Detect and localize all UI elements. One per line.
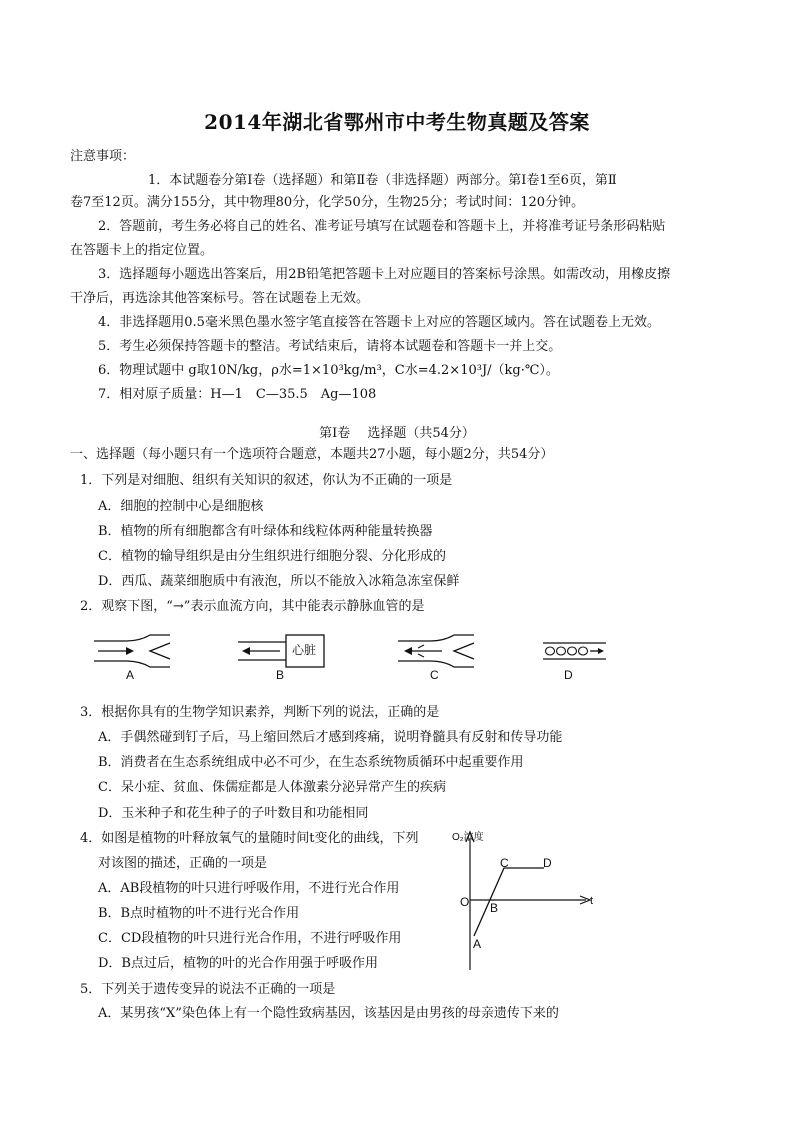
q3-stem: 3．根据你具有的生物学知识素养，判断下列的说法，正确的是 (80, 705, 440, 720)
vessel-figure-d (542, 640, 608, 662)
note-4: 4．非选择题用0.5毫米黑色墨水签字笔直接答在答题卡上对应的答题区域内。答在试题卷上无效。 (98, 315, 660, 330)
graph-y-label: O₂浓度 (452, 832, 484, 843)
q4-option-b: B．B点时植物的叶不进行光合作用 (98, 906, 300, 921)
section-title: 第Ⅰ卷 选择题（共54分） (319, 426, 475, 441)
note-5: 5．考生必须保持答题卡的整洁。考试结束后，请将本试题卷和答题卡一并上交。 (98, 339, 562, 354)
graph-x-label: t (590, 895, 594, 907)
vessel-figure-a (92, 633, 172, 669)
q4-stem-2: 对该图的描述，正确的一项是 (98, 856, 268, 871)
note-3b: 干净后，再选涂其他答案标号。答在试题卷上无效。 (70, 291, 370, 306)
note-1b: 卷7至12页。满分155分，其中物理80分，化学50分，生物25分；考试时间：120分钟。 (70, 195, 585, 210)
vessel-label-b: B (276, 668, 285, 682)
q1-stem: 1．下列是对细胞、组织有关知识的叙述，你认为不正确的一项是 (80, 473, 453, 488)
graph-point-d: D (543, 856, 552, 870)
note-2b: 在答题卡上的指定位置。 (70, 243, 214, 258)
graph-point-c: C (500, 856, 509, 870)
graph-origin-label: O (460, 895, 470, 909)
note-1a: 1．本试题卷分第Ⅰ卷（选择题）和第Ⅱ卷（非选择题）两部分。第Ⅰ卷1至6页，第Ⅱ (148, 173, 617, 188)
note-2a: 2．答题前，考生务必将自己的姓名、准考证号填写在试题卷和答题卡上，并将准考证号条形码粘贴 (98, 219, 666, 234)
note-3a: 3．选择题每小题选出答案后，用2B铅笔把答题卡上对应题目的答案标号涂黑。如需改动，用橡皮擦 (98, 267, 671, 282)
section-intro: 一、选择题（每小题只有一个选项符合题意，本题共27小题，每小题2分，共54分） (70, 447, 554, 462)
q4-option-a: A．AB段植物的叶只进行呼吸作用，不进行光合作用 (98, 881, 400, 896)
vessel-label-d: D (564, 668, 573, 682)
q1-option-c: C．植物的输导组织是由分生组织进行细胞分裂、分化形成的 (98, 549, 446, 564)
vessel-figure-c (396, 633, 476, 669)
q5-stem: 5．下列关于遗传变异的说法不正确的一项是 (80, 982, 336, 997)
vessel-label-a: A (126, 668, 135, 682)
q1-option-b: B．植物的所有细胞都含有叶绿体和线粒体两种能量转换器 (98, 524, 433, 539)
q3-option-c: C．呆小症、贫血、侏儒症都是人体激素分泌异常产生的疾病 (98, 780, 446, 795)
q4-option-c: C．CD段植物的叶只进行光合作用，不进行呼吸作用 (98, 931, 402, 946)
heart-label: 心脏 (292, 643, 317, 657)
vessel-label-c: C (430, 668, 439, 682)
graph-point-b: B (490, 901, 499, 915)
q3-option-b: B．消费者在生态系统组成中必不可少，在生态系统物质循环中起重要作用 (98, 755, 524, 770)
q3-option-d: D．玉米种子和花生种子的子叶数目和功能相同 (98, 806, 369, 821)
q3-option-a: A．手偶然碰到钉子后，马上缩回然后才感到疼痛，说明脊髓具有反射和传导功能 (98, 730, 563, 745)
note-6: 6．物理试题中 g取10N/kg，ρ水=1×10³kg/m³，C水=4.2×10³J/（kg·℃）。 (98, 363, 559, 378)
q4-stem-1: 4．如图是植物的叶释放氧气的量随时间t变化的曲线，下列 (80, 831, 419, 846)
notes-heading: 注意事项： (70, 149, 136, 164)
q5-option-a: A．某男孩“X”染色体上有一个隐性致病基因，该基因是由男孩的母亲遗传下来的 (98, 1006, 559, 1021)
q1-option-d: D．西瓜、蔬菜细胞质中有液泡，所以不能放入冰箱急冻室保鲜 (98, 574, 460, 589)
q2-stem: 2．观察下图，“→”表示血流方向，其中能表示静脉血管的是 (80, 599, 425, 614)
q1-option-a: A．细胞的控制中心是细胞核 (98, 499, 264, 514)
q4-option-d: D．B点过后，植物的叶的光合作用强于呼吸作用 (98, 956, 378, 971)
note-7: 7．相对原子质量：H—1 C—35.5 Ag—108 (98, 387, 377, 402)
graph-point-a: A (473, 937, 482, 951)
page-title: 2014年湖北省鄂州市中考生物真题及答案 (204, 110, 590, 134)
